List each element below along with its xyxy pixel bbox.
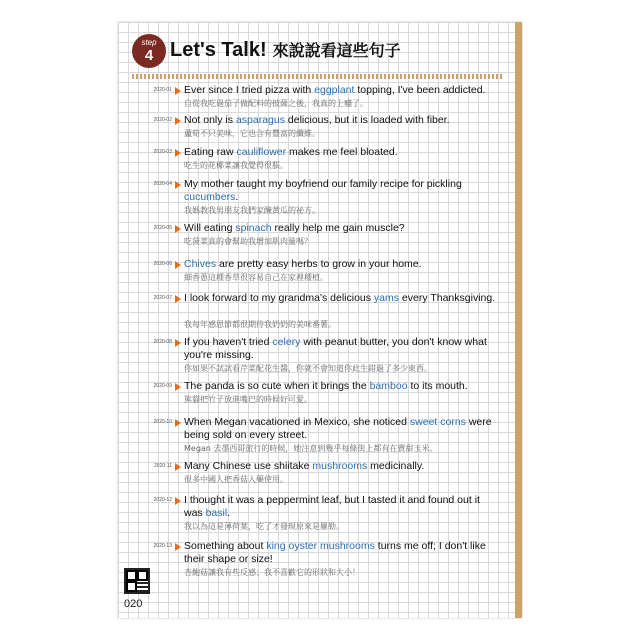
english-sentence: Something about king oyster mushrooms turns me off; I don't like their shape or size! xyxy=(184,540,486,565)
english-sentence: Will eating spinach really help me gain muscle? xyxy=(184,222,405,234)
english-sentence: Chives are pretty easy herbs to grow in your home. xyxy=(184,258,422,270)
arrow-icon xyxy=(175,181,181,189)
audio-code: 2020-09 xyxy=(153,383,172,389)
chinese-translation: 吃生的花椰菜讓我覺得很脹。 xyxy=(184,161,288,170)
arrow-icon xyxy=(175,543,181,551)
vocab-word: yams xyxy=(373,292,400,304)
title-chinese: 來說說看這些句子 xyxy=(272,41,401,60)
audio-code: 2020-13 xyxy=(153,543,172,549)
audio-code: 2020-10 xyxy=(153,419,172,425)
chinese-translation: 我媽教我男朋友我們家醃黃瓜的祕方。 xyxy=(184,206,320,215)
arrow-icon xyxy=(175,463,181,471)
vocab-word: bamboo xyxy=(369,380,408,392)
audio-code: 2020-08 xyxy=(153,339,172,345)
arrow-icon xyxy=(175,261,181,269)
audio-code: 2020-04 xyxy=(153,181,172,187)
step-word: step xyxy=(141,38,157,47)
audio-code: 2020-07 xyxy=(153,295,172,301)
english-sentence: If you haven't tried celery with peanut butter, you don't know what you're missing. xyxy=(184,336,487,361)
side-tab xyxy=(515,22,522,618)
title-english: Let's Talk! xyxy=(170,39,267,61)
audio-code: 2020-01 xyxy=(153,87,172,93)
qr-code-icon[interactable] xyxy=(124,568,150,594)
chinese-translation: 自從我吃過茄子做配料的披薩之後，我真的上癮了。 xyxy=(184,99,368,108)
english-sentence: Ever since I tried pizza with eggplant topping, I've been addicted. xyxy=(184,84,486,96)
chinese-translation: 熊貓把竹子放進嘴巴的時候好可愛。 xyxy=(184,395,312,404)
chinese-translation: 杏鮑菇讓我有些反感；我不喜歡它的形狀和大小！ xyxy=(184,568,360,577)
audio-code: 2020-02 xyxy=(153,117,172,123)
chinese-translation: 我以為這是薄荷葉，吃了才發現原來是羅勒。 xyxy=(184,522,344,531)
english-sentence: Eating raw cauliflower makes me feel bloated. xyxy=(184,146,398,158)
vocab-word: basil xyxy=(205,507,228,519)
vocab-word: Chives xyxy=(184,258,217,270)
step-badge xyxy=(132,34,166,68)
arrow-icon xyxy=(175,295,181,303)
vocab-word: sweet corns xyxy=(409,416,466,428)
english-sentence: Many Chinese use shiitake mushrooms medicinally. xyxy=(184,460,425,472)
vocab-word: asparagus xyxy=(235,114,285,126)
arrow-icon xyxy=(175,225,181,233)
english-sentence: Not only is asparagus delicious, but it is loaded with fiber. xyxy=(184,114,450,126)
vocab-word: cucumbers xyxy=(184,191,236,203)
audio-code: 2020-03 xyxy=(153,149,172,155)
audio-code: 2020-11 xyxy=(154,463,172,469)
arrow-icon xyxy=(175,339,181,347)
chinese-translation: 我每年感恩節都很期待我奶奶的美味番薯。 xyxy=(184,320,336,329)
section-header xyxy=(132,34,496,68)
chinese-translation: Megan 去墨西哥旅行的時候，她注意到幾乎每條街上都有在賣甜玉米。 xyxy=(184,444,438,453)
audio-code: 2020-12 xyxy=(153,497,172,503)
english-sentence: I look forward to my grandma's delicious yams every Thanksgiving. xyxy=(184,292,496,304)
vocab-word: cauliflower xyxy=(236,146,287,158)
arrow-icon xyxy=(175,419,181,427)
step-number: 4 xyxy=(144,47,154,64)
vocab-word: spinach xyxy=(235,222,272,234)
vocab-word: eggplant xyxy=(314,84,355,96)
chinese-translation: 吃菠菜真的會幫助我增加肌肉量嗎？ xyxy=(184,237,312,246)
arrow-icon xyxy=(175,117,181,125)
arrow-icon xyxy=(175,497,181,505)
chinese-translation: 蘆筍不只美味，它也含有豐富的纖維。 xyxy=(184,129,320,138)
english-sentence: My mother taught my boyfriend our family recipe for pickling cucumbers. xyxy=(184,178,462,203)
page-number: 020 xyxy=(124,598,143,610)
english-sentence: I thought it was a peppermint leaf, but I tasted it and found out it was basil. xyxy=(184,494,480,519)
english-sentence: When Megan vacationed in Mexico, she noticed sweet corns were being sold on every street. xyxy=(184,416,492,441)
dotted-rule xyxy=(132,74,502,79)
english-sentence: The panda is so cute when it brings the bamboo to its mouth. xyxy=(184,380,468,392)
chinese-translation: 很多中國人把香菇入藥使用。 xyxy=(184,475,288,484)
arrow-icon xyxy=(175,383,181,391)
vocab-word: king oyster mushrooms xyxy=(266,540,375,552)
arrow-icon xyxy=(175,87,181,95)
audio-code: 2020-05 xyxy=(153,225,172,231)
arrow-icon xyxy=(175,149,181,157)
vocab-word: mushrooms xyxy=(312,460,368,472)
book-page xyxy=(118,22,522,618)
chinese-translation: 你如果不試試看芹菜配花生醬，你就不會知道你此生錯過了多少東西。 xyxy=(184,364,432,373)
chinese-translation: 細香蔥這種香草很容易自己在家裡種植。 xyxy=(184,273,328,282)
vocab-word: celery xyxy=(272,336,301,348)
audio-code: 2020-06 xyxy=(153,261,172,267)
page-title xyxy=(170,39,401,62)
